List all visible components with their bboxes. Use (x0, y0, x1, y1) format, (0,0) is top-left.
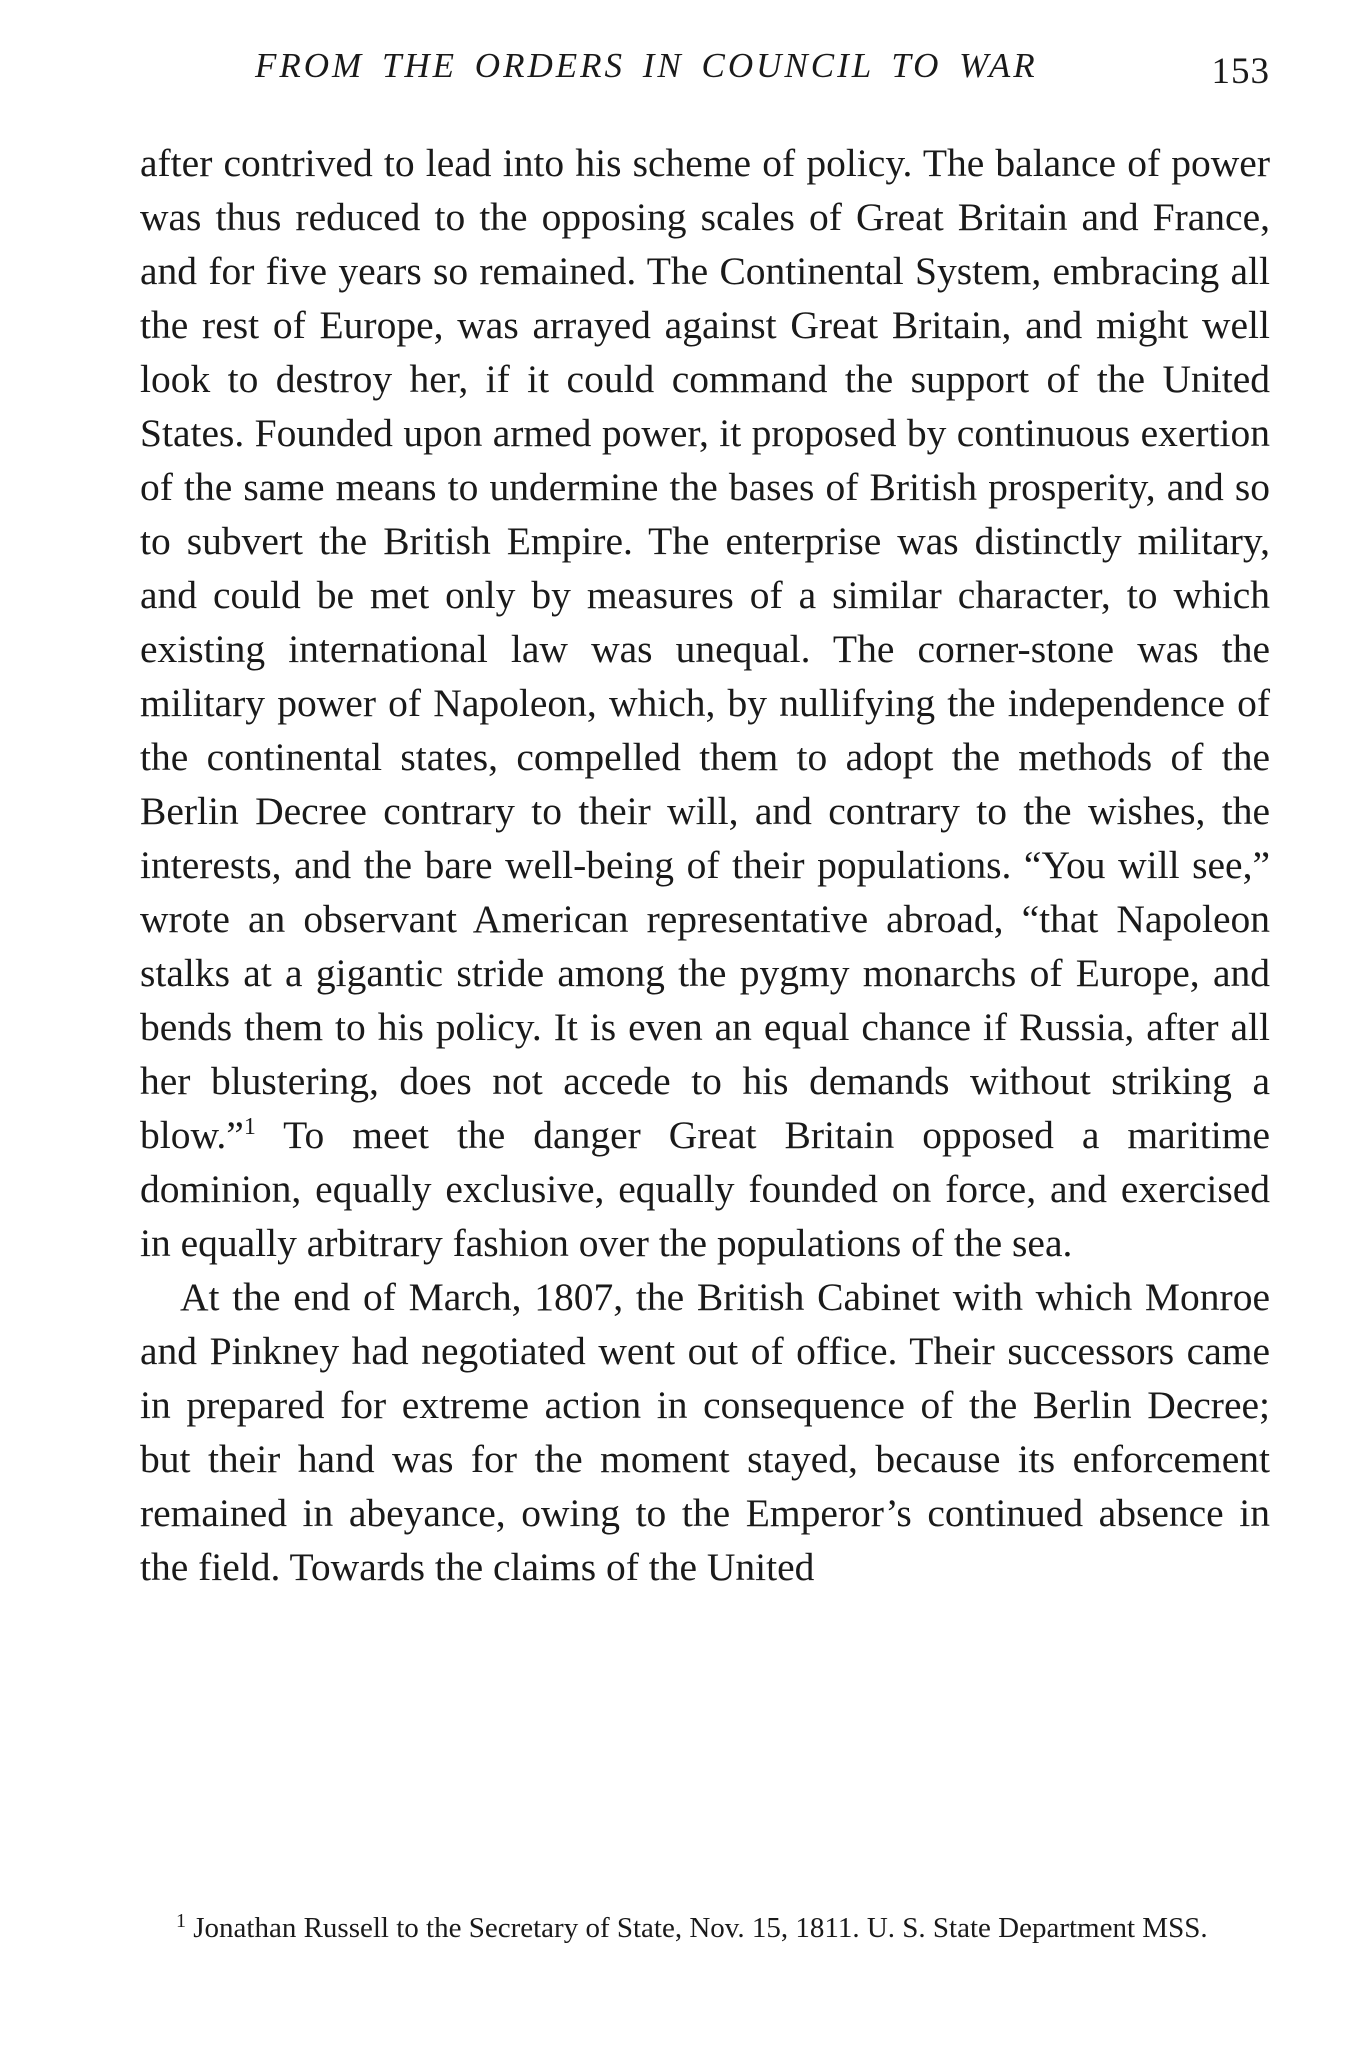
paragraph-1-text: after contrived to lead into his scheme of policy. The balance of power was thus reduced to the opposing scales of Great Britain and France, and for five years so remained. The Continental System, embracing all the rest of Europe, was arrayed against Great Britain, and might well look to destroy her, if it could command the support of the United States. Founded upon armed power, it proposed by continuous exertion of the same means to undermine the bases of British prosperity, and so to subvert the British Empire. The enterprise was distinctly military, and could be met only by measures of a similar character, to which existing international law was unequal. The corner-stone was the military power of Napoleon, which, by nullifying the independence of the continental states, compelled them to adopt the methods of the Berlin Decree contrary to their will, and contrary to the wishes, the interests, and the bare well-being of their populations. “You will see,” wrote an observant American representative abroad, “that Napoleon stalks at a gigantic stride among the pygmy monarchs of Europe, and bends them to his policy. It is even an equal chance if Russia, after all her blustering, does not accede to his demands without striking a blow.” (140, 141, 1270, 1157)
paragraph-1 (140, 136, 1270, 1270)
footnote-text: Jonathan Russell to the Secretary of State, Nov. 15, 1811. U. S. State Department MSS. (186, 1912, 1208, 1944)
paragraph-1-continuation: To meet the danger Great Britain opposed a maritime dominion, equally exclusive, equally founded on force, and exercised in equally arbitrary fashion over the populations of the sea. (140, 1113, 1270, 1265)
running-title: FROM THE ORDERS IN COUNCIL TO WAR (255, 46, 1038, 85)
body-text (140, 136, 1270, 1594)
footnote (140, 1910, 1270, 1946)
footnote-reference: 1 (243, 1114, 256, 1140)
running-head (140, 46, 1270, 96)
footnote-marker: 1 (176, 1910, 186, 1932)
page-number: 153 (1211, 51, 1270, 92)
paragraph-2: At the end of March, 1807, the British Cabinet with which Monroe and Pinkney had negotiated went out of office. Their successors came in prepared for extreme action in consequence of the Berlin Decree; but their hand was for the moment stayed, because its enforcement remained in abeyance, owing to the Emperor’s continued absence in the field. Towards the claims of the United (140, 1275, 1270, 1589)
